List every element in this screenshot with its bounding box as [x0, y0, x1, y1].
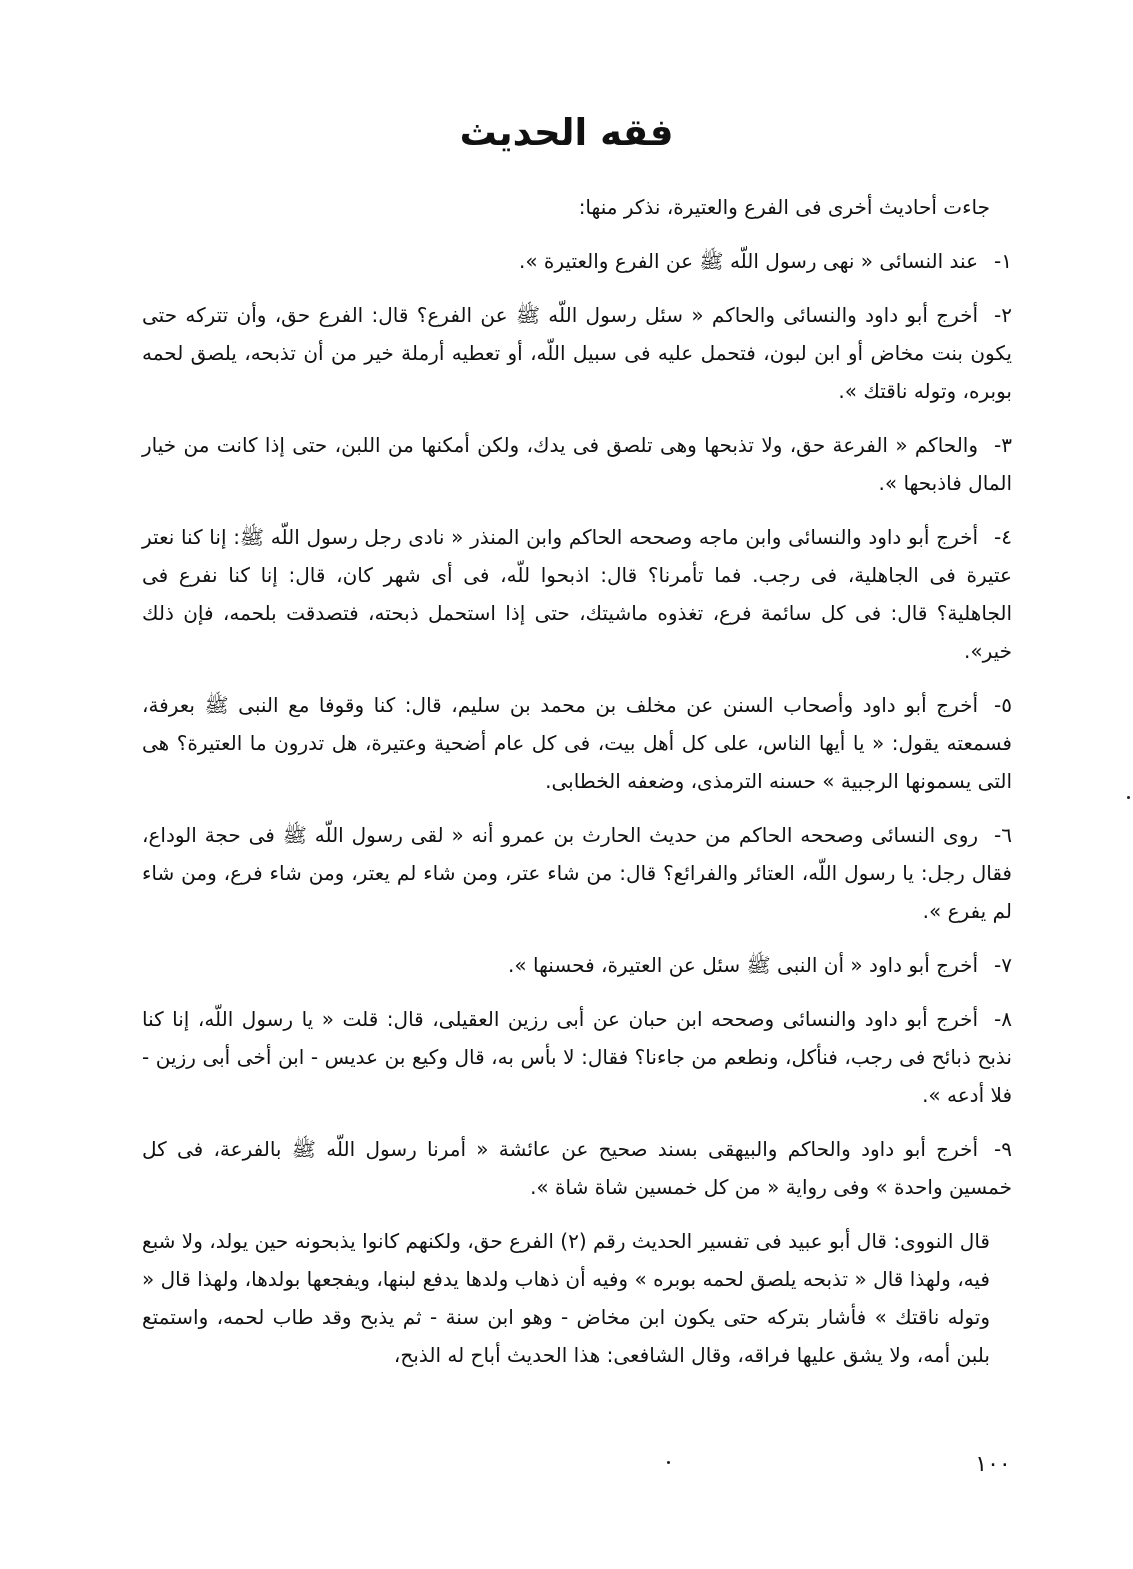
item-text: أخرج أبو داود والنسائى وابن ماجه وصححه الحاكم وابن المنذر « نادى رجل رسول اللّه ﷺ: إنا كنا نعتر عتيرة فى الجاهلية، فى رجب. فما تأمرنا؟ قال: اذبحوا للّه، فى أى شهر كان، قال: إنا كنا نفرع فى الجاهلية؟ قال: فى كل سائمة فرع، تغذوه ماشيتك، حتى إذا استحمل ذبحته، فتصدقت بلحمه، فإن ذلك خير». [142, 525, 1012, 663]
item-text: والحاكم « الفرعة حق، ولا تذبحها وهى تلصق فى يدك، ولكن أمكنها من اللبن، حتى إذا كانت من خيار المال فاذبحها ». [142, 433, 1012, 495]
hadith-item-7 [142, 946, 1012, 984]
scan-mark [667, 1461, 670, 1464]
hadith-item-9 [142, 1130, 1012, 1206]
item-text: أخرج أبو داود والنسائى والحاكم « سئل رسول اللّه ﷺ عن الفرع؟ قال: الفرع حق، وأن تتركه حتى يكون بنت مخاض أو ابن لبون، فتحمل عليه فى سبيل اللّه، أو تعطيه أرملة خير من أن تذبحه، يلصق لحمه بوبره، وتوله ناقتك ». [142, 303, 1012, 403]
body-text [142, 188, 1012, 1390]
item-number: ٤- [994, 525, 1012, 549]
item-text: أخرج أبو داود « أن النبى ﷺ سئل عن العتيرة، فحسنها ». [508, 953, 979, 977]
item-number: ٥- [994, 693, 1012, 717]
item-number: ٧- [994, 953, 1012, 977]
item-number: ٩- [994, 1137, 1012, 1161]
page-title: فقه الحديث [459, 111, 674, 154]
item-text: أخرج أبو داود وأصحاب السنن عن مخلف بن محمد بن سليم، قال: كنا وقوفا مع النبى ﷺ بعرفة، فسمعته يقول: « يا أيها الناس، على كل أهل بيت، فى كل عام أضحية وعتيرة، هل تدرون ما العتيرة؟ هى التى يسمونها الرجبية » حسنه الترمذى، وضعفه الخطابى. [142, 693, 1012, 793]
item-text: روى النسائى وصححه الحاكم من حديث الحارث بن عمرو أنه « لقى رسول اللّه ﷺ فى حجة الوداع، فقال رجل: يا رسول اللّه، العتائر والفرائع؟ قال: من شاء عتر، ومن شاء لم يعتر، ومن شاء فرع، ومن شاء لم يفرع ». [142, 823, 1012, 923]
item-text: أخرج أبو داود والنسائى وصححه ابن حبان عن أبى رزين العقيلى، قال: قلت « يا رسول اللّه، إنا كنا نذبح ذبائح فى رجب، فنأكل، ونطعم من جاءنا؟ فقال: لا بأس به، قال وكيع بن عديس - ابن أخى أبى رزين - فلا أدعه ». [142, 1007, 1012, 1107]
hadith-item-5 [142, 686, 1012, 800]
hadith-item-1 [142, 242, 1012, 280]
item-number: ٢- [994, 303, 1012, 327]
item-text: أخرج أبو داود والحاكم والبيهقى بسند صحيح عن عائشة « أمرنا رسول اللّه ﷺ بالفرعة، فى كل خمسين واحدة » وفى رواية « من كل خمسين شاة شاة ». [142, 1137, 1012, 1199]
hadith-item-6 [142, 816, 1012, 930]
item-number: ٣- [994, 433, 1012, 457]
item-text: عند النسائى « نهى رسول اللّه ﷺ عن الفرع والعتيرة ». [518, 249, 979, 273]
hadith-item-4 [142, 518, 1012, 670]
hadith-item-3 [142, 426, 1012, 502]
item-number: ١- [994, 249, 1012, 273]
intro-paragraph: جاءت أحاديث أخرى فى الفرع والعتيرة، نذكر منها: [578, 195, 990, 219]
hadith-item-2 [142, 296, 1012, 410]
nawawi-paragraph: قال النووى: قال أبو عبيد فى تفسير الحديث رقم (٢) الفرع حق، ولكنهم كانوا يذبحونه حين يولد، ولا شبع فيه، ولهذا قال « تذبحه يلصق لحمه بوبره » وفيه أن ذهاب ولدها يدفع لبنها، ويفجعها بولدها، ولهذا قال « وتوله ناقتك » فأشار بتركه حتى يكون ابن مخاض - وهو ابن سنة - ثم يذبح وقد طاب لحمه، واستمتع بلبن أمه، ولا يشق عليها فراقه، وقال الشافعى: هذا الحديث أباح له الذبح، [142, 1229, 990, 1367]
scan-mark [1127, 796, 1130, 799]
page-number: ١٠٠ [975, 1452, 1011, 1477]
item-number: ٨- [994, 1007, 1012, 1031]
hadith-item-8 [142, 1000, 1012, 1114]
item-number: ٦- [994, 823, 1012, 847]
